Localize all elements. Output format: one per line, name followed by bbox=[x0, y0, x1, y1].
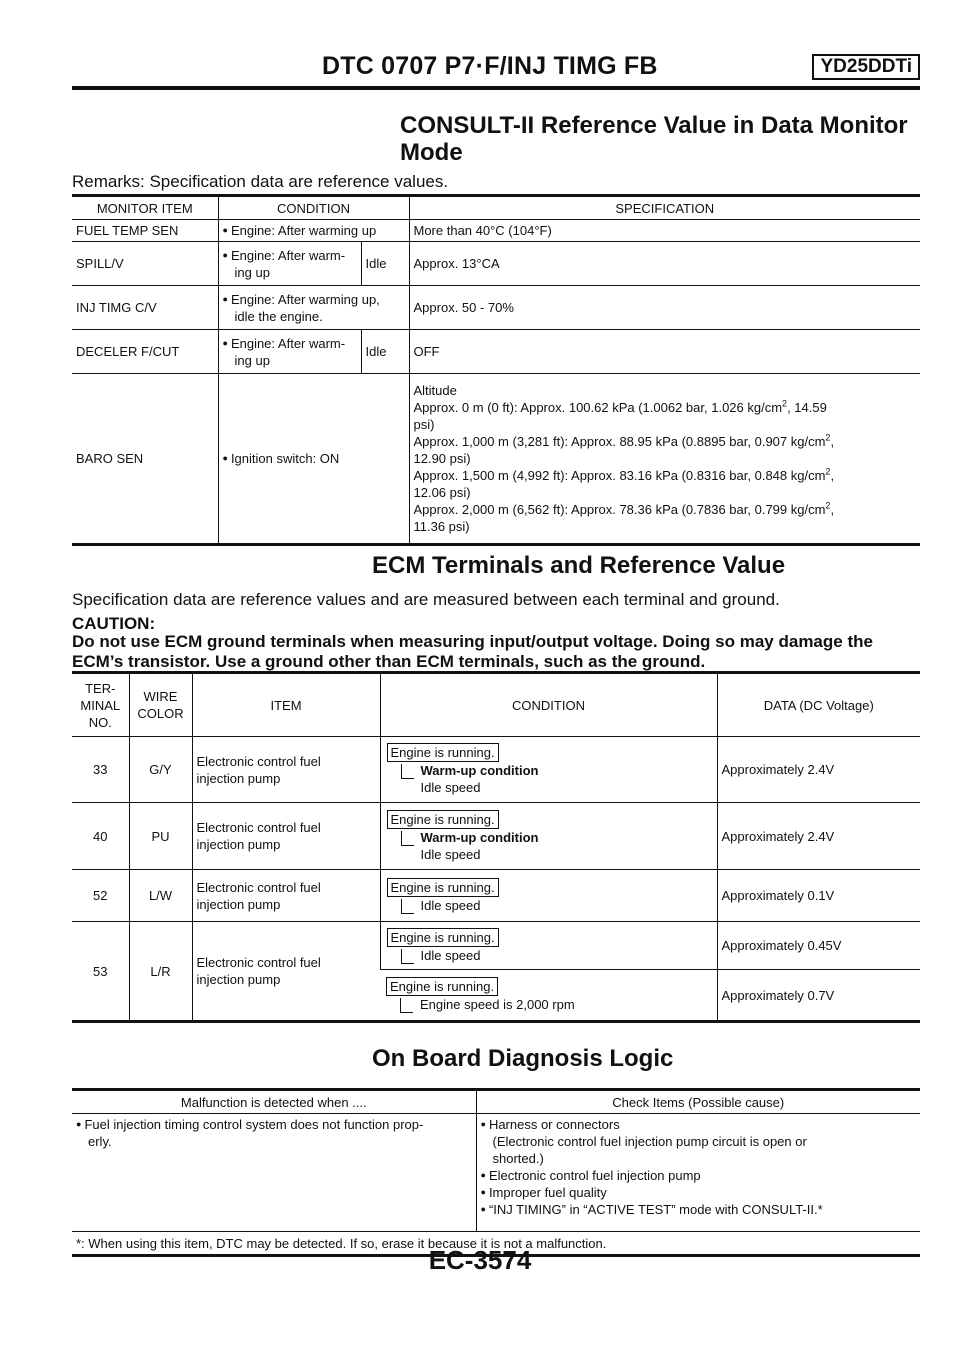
caution-heading: CAUTION: bbox=[72, 614, 156, 633]
section1-title: CONSULT-II Reference Value in Data Monitor Mode bbox=[400, 112, 908, 166]
section2-intro: Specification data are reference values and are measured between each terminal and ground. bbox=[72, 590, 780, 609]
table-header: TER- MINAL NO. WIRE COLOR ITEM CONDITION DATA (DC Voltage) bbox=[72, 673, 920, 737]
table-header: Malfunction is detected when .... Check Items (Possible cause) bbox=[72, 1090, 920, 1114]
table-row: BARO SEN ● Ignition switch: ON Altitude Approx. 0 m (0 ft): Approx. 100.62 kPa (1.0062 bar, 1.026 $kg/cm^2$, 14.59 psi) Approx. 1,000 m (3,281 ft): Approx. 88.95 kPa (0.8895 bar, 0.907 $kg/cm^2$, 12.90 psi) Approx. 1,500 m (4,992 ft): Approx. 83.16 kPa (0.8316 bar, 0.848 $kg/cm^2$, 12.06 psi) Approx. 2,000 m (6,562 ft): Approx. 78.36 kPa (0.7836 bar, 0.799 $kg/cm^2$, 11.36 psi) bbox=[72, 374, 920, 545]
table-row: 33 G/Y Electronic control fuel injection pump Engine is running. Warm-up condition Idle speed Approximately 2.4V bbox=[72, 737, 920, 803]
section1-remarks: Remarks: Specification data are reference values. bbox=[72, 172, 449, 191]
consult-reference-table bbox=[72, 194, 920, 546]
page-number: EC-3574 bbox=[428, 1245, 532, 1275]
section3-title: On Board Diagnosis Logic bbox=[372, 1045, 674, 1072]
table-row: INJ TIMG C/V ● Engine: After warming up, idle the engine. Approx. 50 - 70% bbox=[72, 286, 920, 330]
table-header: MONITOR ITEM CONDITION SPECIFICATION bbox=[72, 196, 920, 220]
ecm-terminals-table bbox=[72, 671, 920, 1023]
table-row: ● Fuel injection timing control system does not function prop- erly. ● Harness or connectors (Electronic control fuel injection pump circuit is open or shorted.) ● Electronic control fuel injection pump ● Improper fuel quality ● “INJ TIMING” in “ACTIVE TEST” mode with CONSULT-II.* bbox=[72, 1114, 920, 1232]
table-row: 40 PU Electronic control fuel injection pump Engine is running. Warm-up condition Idle speed Approximately 2.4V bbox=[72, 803, 920, 870]
engine-badge: YD25DDTi bbox=[812, 54, 920, 80]
baro-spec: Altitude Approx. 0 m (0 ft): Approx. 100.62 kPa (1.0062 bar, 1.026 $kg/cm^2$, 14.59 psi) Approx. 1,000 m (3,281 ft): Approx. 88.95 kPa (0.8895 bar, 0.907 $kg/cm^2$, 12.90 psi) Approx. 1,500 m (4,992 ft): Approx. 83.16 kPa (0.8316 bar, 0.848 $kg/cm^2$, 12.06 psi) Approx. 2,000 m (6,562 ft): Approx. 78.36 kPa (0.7836 bar, 0.799 $kg/cm^2$, 11.36 psi) bbox=[409, 374, 920, 545]
section2-title: ECM Terminals and Reference Value bbox=[372, 552, 786, 579]
diagnosis-logic-table bbox=[72, 1088, 920, 1257]
table-row: FUEL TEMP SEN ● Engine: After warming up More than 40°C (104°F) bbox=[72, 220, 920, 242]
page-title: DTC 0707 P7·F/INJ TIMG FB bbox=[322, 52, 658, 80]
table-row: 52 L/W Electronic control fuel injection pump Engine is running. Idle speed Approximately 0.1V bbox=[72, 870, 920, 922]
footnote-row: *: When using this item, DTC may be detected. If so, erase it because it is not a malfunction. bbox=[72, 1232, 920, 1256]
table-row: 53 L/R Electronic control fuel injection pump Engine is running. Idle speed Approximately 0.45V bbox=[72, 922, 920, 970]
table-row: Engine is running. Engine speed is 2,000 rpm Approximately 0.7V bbox=[72, 970, 920, 1022]
caution-text: Do not use ECM ground terminals when measuring input/output voltage. Doing so may damage the ECM’s transistor. Use a ground other than ECM terminals, such as the ground. bbox=[72, 632, 873, 671]
table-row: DECELER F/CUT ● Engine: After warm- ing up Idle OFF bbox=[72, 330, 920, 374]
table-row: SPILL/V ● Engine: After warm- ing up Idle Approx. 13°CA bbox=[72, 242, 920, 286]
page-header bbox=[72, 52, 920, 90]
